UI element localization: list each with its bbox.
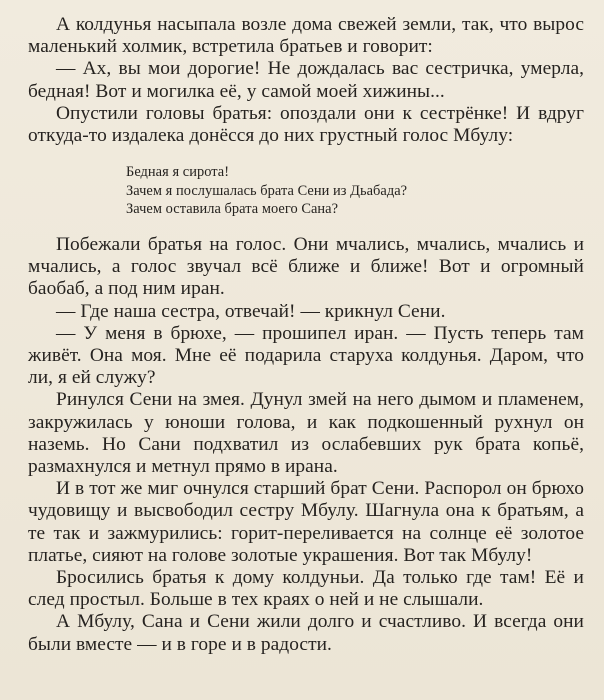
paragraph-8: И в тот же миг очнулся старший брат Сени. Распорол он брюхо чудовищу и высвободил сестру Мбулу. Шагнула она к братьям, а те так и зажмурились: горит-переливается на солнце её золотое платье, сияют на голове золотые украшения. Вот так Мбулу! <box>28 478 584 566</box>
paragraph-7: Ринулся Сени на змея. Дунул змей на него дымом и пламенем, закружилась у юноши голова, и как подкошенный рухнул он наземь. Но Сани подхватил из ослабевших рук брата копьё, размахнулся и метнул прямо в ирана. <box>28 389 584 478</box>
paragraph-9: Бросились братья к дому колдуньи. Да только где там! Её и след простыл. Больше в тех краях о ней и не слышали. <box>28 567 584 611</box>
verse-line-3: Зачем оставила брата моего Сана? <box>126 201 339 218</box>
paragraph-1: А колдунья насыпала возле дома свежей земли, так, что вырос маленький холмик, встретила братьев и говорит: <box>28 14 584 58</box>
paragraph-4: Побежали братья на голос. Они мчались, мчались, мчались и мчались, а голос звучал всё ближе и ближе! Вот и огромный баобаб, а под ним иран. <box>28 234 584 300</box>
paragraph-2: — Ах, вы мои дорогие! Не дождалась вас сестричка, умерла, бедная! Вот и могилка её, у самой моей хижины... <box>28 58 584 102</box>
story-text <box>28 14 584 656</box>
verse-line-1: Бедная я сирота! <box>126 164 230 181</box>
song-verse <box>126 163 584 219</box>
verse-line-2: Зачем я послушалась брата Сени из Дьабада? <box>126 182 408 199</box>
paragraph-5: — Где наша сестра, отвечай! — крикнул Сени. <box>56 300 446 322</box>
paragraph-6: — У меня в брюхе, — прошипел иран. — Пусть теперь там живёт. Она моя. Мне её подарила старуха колдунья. Даром, что ли, я ей служу? <box>28 322 584 389</box>
paragraph-3: Опустили головы братья: опоздали они к сестрёнке! И вдруг откуда-то издалека донёсся до них грустный голос Мбулу: <box>28 102 584 147</box>
paragraph-10: А Мбулу, Сана и Сени жили долго и счастливо. И всегда они были вместе — и в горе и в радости. <box>28 611 584 655</box>
